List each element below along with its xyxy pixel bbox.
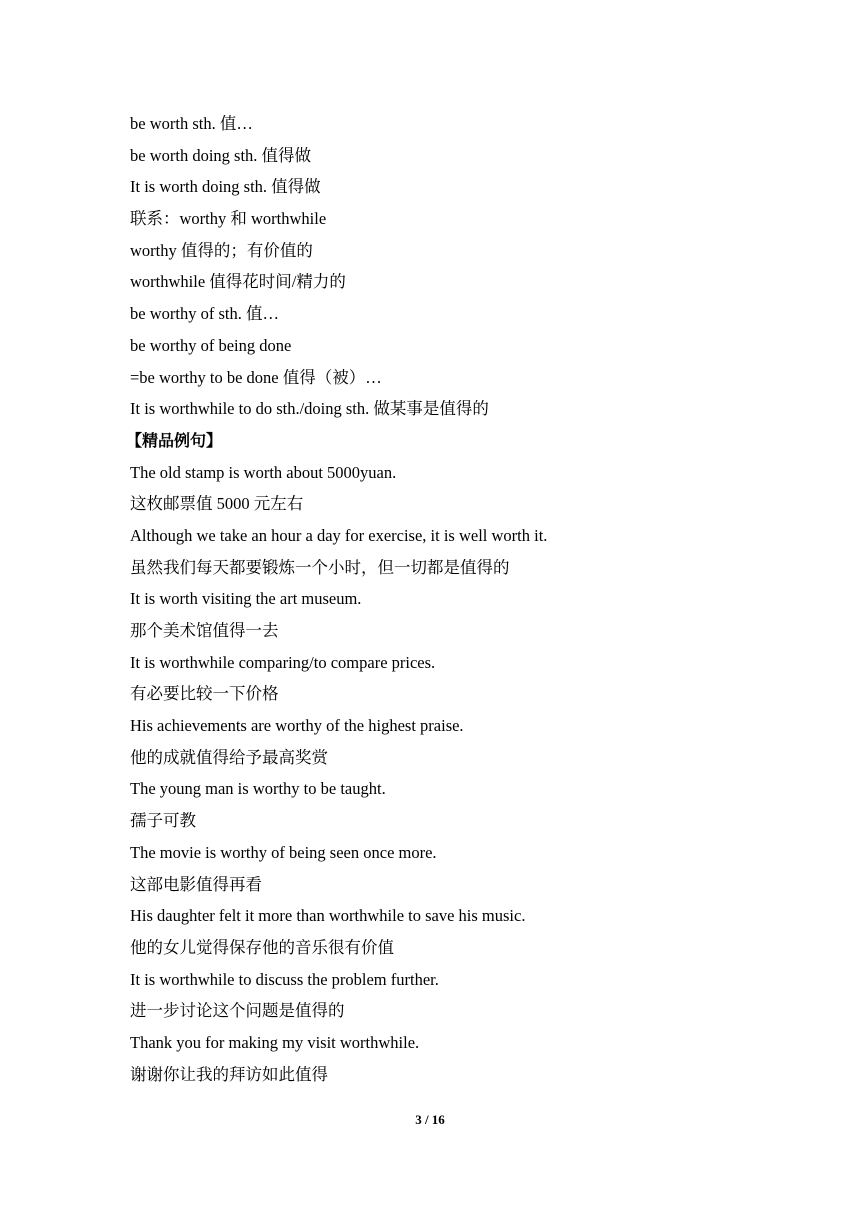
text-line: The old stamp is worth about 5000yuan. bbox=[130, 462, 397, 482]
text-line: worthy 值得的；有价值的 bbox=[130, 240, 313, 260]
text-line: worthwhile 值得花时间/精力的 bbox=[130, 272, 346, 292]
text-line: 有必要比较一下价格 bbox=[130, 684, 279, 704]
text-line: be worth doing sth. 值得做 bbox=[130, 145, 312, 165]
text-line: be worthy of sth. 值… bbox=[130, 304, 279, 324]
text-line: be worth sth. 值… bbox=[130, 114, 253, 133]
text-line: 那个美术馆值得一去 bbox=[130, 621, 279, 640]
text-line: It is worthwhile to discuss the problem further. bbox=[130, 969, 439, 989]
text-line: be worthy of being done bbox=[130, 335, 292, 355]
text-line: 虽然我们每天都要锻炼一个小时，但一切都是值得的 bbox=[130, 557, 510, 577]
text-line: =be worthy to be done 值得（被）… bbox=[130, 367, 382, 387]
text-line: His daughter felt it more than worthwhile to save his music. bbox=[130, 906, 526, 926]
text-line: His achievements are worthy of the highest praise. bbox=[130, 716, 464, 736]
text-line: It is worthwhile to do sth./doing sth. 做某事是值得的 bbox=[130, 399, 489, 419]
text-line: 他的女儿觉得保存他的音乐很有价值 bbox=[130, 937, 394, 957]
text-line: 这枚邮票值 5000 元左右 bbox=[130, 494, 304, 514]
document-body bbox=[126, 111, 770, 1093]
text-line: 进一步讨论这个问题是值得的 bbox=[130, 1001, 345, 1021]
text-line: The movie is worthy of being seen once more. bbox=[130, 842, 437, 862]
text-line: 这部电影值得再看 bbox=[130, 874, 262, 894]
text-line: It is worth visiting the art museum. bbox=[130, 589, 362, 609]
text-line: 他的成就值得给予最高奖赏 bbox=[130, 747, 328, 767]
text-line: It is worth doing sth. 值得做 bbox=[130, 177, 321, 197]
text-line: The young man is worthy to be taught. bbox=[130, 779, 386, 799]
section-heading: 【精品例句】 bbox=[126, 430, 223, 450]
text-line: It is worthwhile comparing/to compare prices. bbox=[130, 652, 436, 672]
text-line: 联系：worthy 和 worthwhile bbox=[130, 209, 327, 229]
text-line: Although we take an hour a day for exercise, it is well worth it. bbox=[130, 525, 548, 545]
text-line: Thank you for making my visit worthwhile. bbox=[130, 1032, 420, 1052]
text-line: 孺子可教 bbox=[130, 811, 196, 831]
page-number: 3 / 16 bbox=[415, 1112, 445, 1127]
text-line: 谢谢你让我的拜访如此值得 bbox=[130, 1064, 328, 1084]
